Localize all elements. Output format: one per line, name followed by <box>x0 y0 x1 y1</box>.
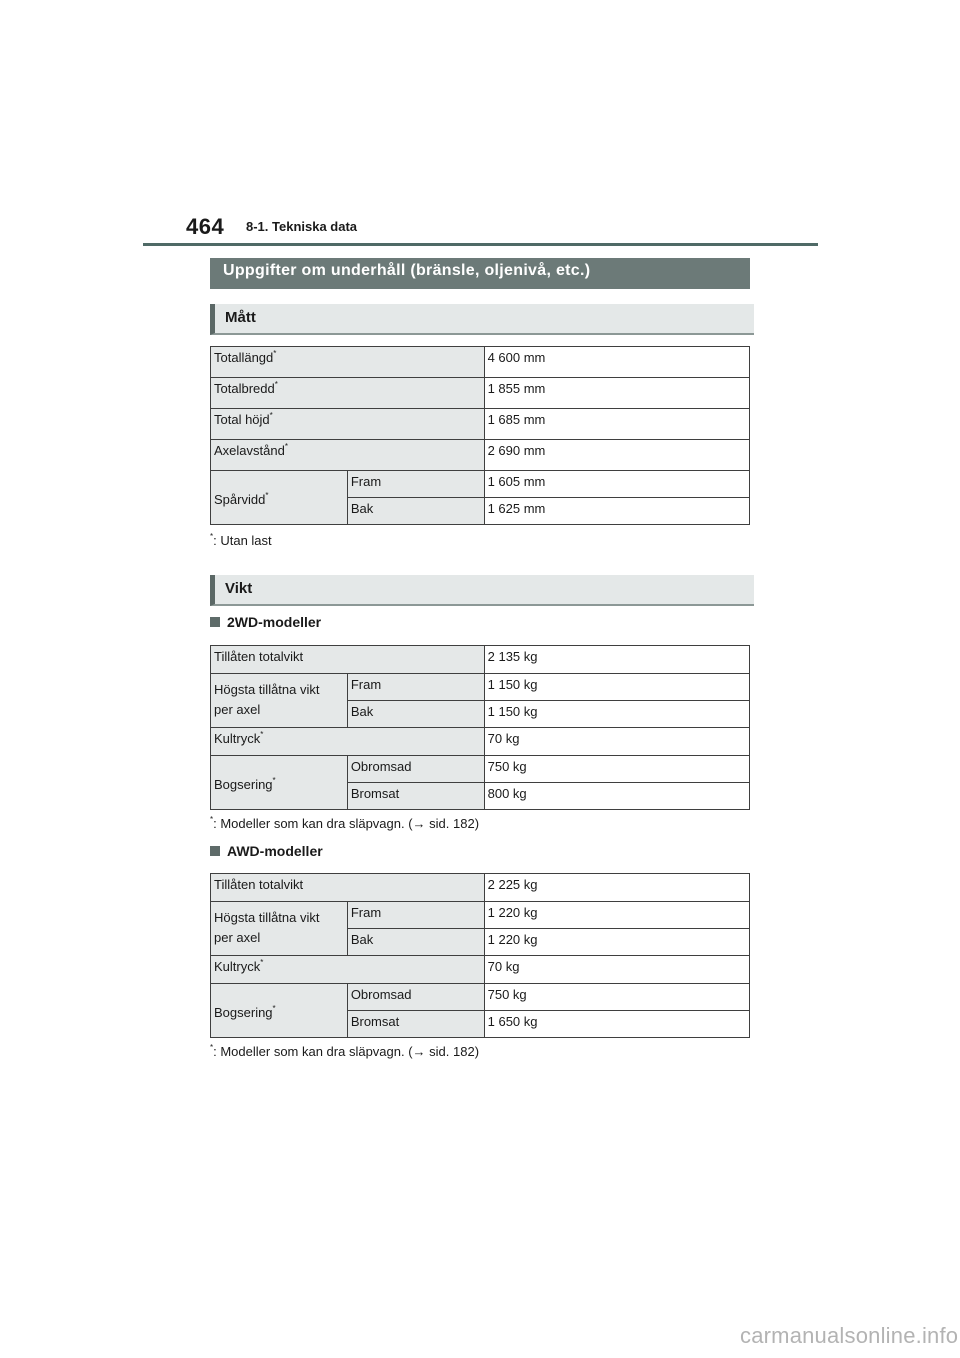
row-value: 2 135 kg <box>484 646 749 674</box>
row-value: 1 150 kg <box>484 701 749 728</box>
row-label: Totalbredd* <box>211 378 485 409</box>
bullet-square-icon <box>210 846 220 856</box>
table-row <box>211 984 750 1011</box>
row-label: Högsta tillåtna vikt per axel <box>211 674 348 728</box>
table-row <box>211 347 750 378</box>
dimensions-heading: Mått <box>210 304 754 335</box>
row-label: Högsta tillåtna vikt per axel <box>211 902 348 956</box>
row-label: Axelavstånd* <box>211 440 485 471</box>
row-label: Total höjd* <box>211 409 485 440</box>
section-breadcrumb: 8-1. Tekniska data <box>246 219 358 234</box>
sub-label: Bromsat <box>347 783 484 810</box>
row-label: Tillåten totalvikt <box>211 874 485 902</box>
row-label: Spårvidd* <box>211 471 348 525</box>
row-value: 1 220 kg <box>484 929 749 956</box>
row-value: 750 kg <box>484 984 749 1011</box>
table-row <box>211 728 750 756</box>
bullet-square-icon <box>210 617 220 627</box>
table-row <box>211 440 750 471</box>
table-row <box>211 409 750 440</box>
sub-label: Bak <box>347 701 484 728</box>
row-value: 1 855 mm <box>484 378 749 409</box>
site-watermark: carmanualsonline.info <box>740 1323 959 1348</box>
row-value: 1 150 kg <box>484 674 749 701</box>
weight-table-awd <box>210 873 750 1038</box>
model-heading-awd: AWD-modeller <box>210 843 323 859</box>
row-value: 1 625 mm <box>484 498 749 525</box>
row-value: 4 600 mm <box>484 347 749 378</box>
sub-label: Fram <box>347 902 484 929</box>
weight-footnote-2wd: *: Modeller som kan dra släpvagn. (→ sid. 182) <box>210 815 480 831</box>
row-value: 70 kg <box>484 956 749 984</box>
table-row <box>211 902 750 929</box>
table-row <box>211 646 750 674</box>
table-row <box>211 756 750 783</box>
weight-table-2wd <box>210 645 750 810</box>
row-label: Kultryck* <box>211 956 485 984</box>
row-label: Totallängd* <box>211 347 485 378</box>
sub-label: Obromsad <box>347 756 484 783</box>
model-heading-2wd: 2WD-modeller <box>210 614 321 630</box>
row-value: 800 kg <box>484 783 749 810</box>
table-row <box>211 874 750 902</box>
table-row <box>211 674 750 701</box>
sub-label: Obromsad <box>347 984 484 1011</box>
sub-label: Bak <box>347 929 484 956</box>
row-value: 2 225 kg <box>484 874 749 902</box>
weight-footnote-awd: *: Modeller som kan dra släpvagn. (→ sid. 182) <box>210 1043 480 1059</box>
row-label: Kultryck* <box>211 728 485 756</box>
row-label: Tillåten totalvikt <box>211 646 485 674</box>
row-value: 750 kg <box>484 756 749 783</box>
row-value: 2 690 mm <box>484 440 749 471</box>
row-value: 1 685 mm <box>484 409 749 440</box>
row-value: 1 220 kg <box>484 902 749 929</box>
dimensions-table <box>210 346 750 525</box>
sub-label: Bromsat <box>347 1011 484 1038</box>
row-label: Bogsering* <box>211 756 348 810</box>
weight-heading: Vikt <box>210 575 754 606</box>
page-number: 464 <box>186 214 225 239</box>
sub-label: Bak <box>347 498 484 525</box>
row-value: 1 605 mm <box>484 471 749 498</box>
sub-label: Fram <box>347 674 484 701</box>
main-section-title: Uppgifter om underhåll (bränsle, oljenivå, etc.) <box>210 258 750 289</box>
row-label: Bogsering* <box>211 984 348 1038</box>
row-value: 70 kg <box>484 728 749 756</box>
sub-label: Fram <box>347 471 484 498</box>
table-row <box>211 378 750 409</box>
row-value: 1 650 kg <box>484 1011 749 1038</box>
table-row <box>211 471 750 498</box>
table-row <box>211 956 750 984</box>
dimensions-footnote: *: Utan last <box>210 532 272 548</box>
header-divider <box>143 243 818 246</box>
